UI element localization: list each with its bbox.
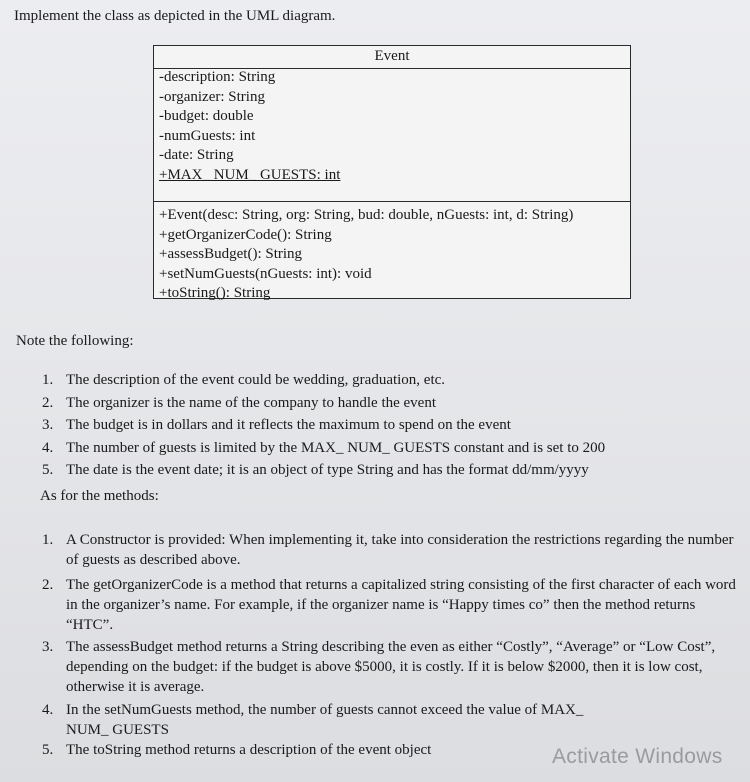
uml-attribute: -numGuests: int [159,127,256,144]
uml-divider [154,201,630,202]
uml-method: +assessBudget(): String [159,246,303,262]
note-number: 4. [42,440,54,456]
note-number: 1. [42,372,54,388]
instruction-heading: Implement the class as depicted in the UML diagram. [14,8,336,24]
uml-attribute-static: +MAX_ NUM_ GUESTS: int [159,166,341,183]
uml-method: +setNumGuests(nGuests: int): void [159,265,372,282]
uml-attribute: -description: String [159,69,276,85]
uml-method: +getOrganizerCode(): String [159,226,332,243]
note-number: 2. [42,395,54,411]
method-note-text: The getOrganizerCode is a method that returns a capitalized string consisting of the first character of each word in the organizer’s name. For example, if the organizer name is “Happy times co” then the method returns “HTC”. [66,577,736,633]
note-text: The number of guests is limited by the MAX_ NUM_ GUESTS constant and is set to 200 [66,440,606,456]
method-note-text: In the setNumGuests method, the number of guests cannot exceed the value of MAX_ NUM_ GUESTS [66,702,584,738]
method-note-number: 4. [42,702,54,718]
method-note-text: The assessBudget method returns a String describing the even as either “Costly”, “Average” or “Low Cost”, depending on the budget: if the budget is above $5000, it is costly. If it is below $2000, then it is low cost, otherwise it is average. [66,639,716,695]
methods-heading: As for the methods: [40,488,159,504]
uml-method: +toString(): String [159,285,271,301]
uml-class-diagram [153,45,631,299]
notes-heading: Note the following: [16,333,134,349]
uml-method: +Event(desc: String, org: String, bud: double, nGuests: int, d: String) [159,207,574,223]
note-text: The date is the event date; it is an object of type String and has the format dd/mm/yyyy [66,462,589,478]
uml-methods [159,206,573,304]
uml-class-name: Event [154,46,630,69]
note-number: 5. [42,462,54,478]
note-number: 3. [42,417,54,433]
uml-attribute: -organizer: String [159,88,265,105]
method-note-number: 1. [42,532,54,548]
method-note-number: 2. [42,577,54,593]
method-note-number: 5. [42,742,54,758]
note-text: The organizer is the name of the company to handle the event [66,395,437,411]
activate-windows-watermark: Activate Windows [552,745,723,768]
method-note-number: 3. [42,639,54,655]
method-note-text: A Constructor is provided: When implementing it, take into consideration the restrictions regarding the number of guests as described above. [66,532,734,568]
note-text: The description of the event could be wedding, graduation, etc. [66,372,446,388]
uml-attribute: -date: String [159,147,234,163]
method-note-text: The toString method returns a description of the event object [66,742,432,758]
uml-attribute: -budget: double [159,108,254,124]
note-text: The budget is in dollars and it reflects the maximum to spend on the event [66,417,511,433]
uml-attributes [159,68,340,185]
